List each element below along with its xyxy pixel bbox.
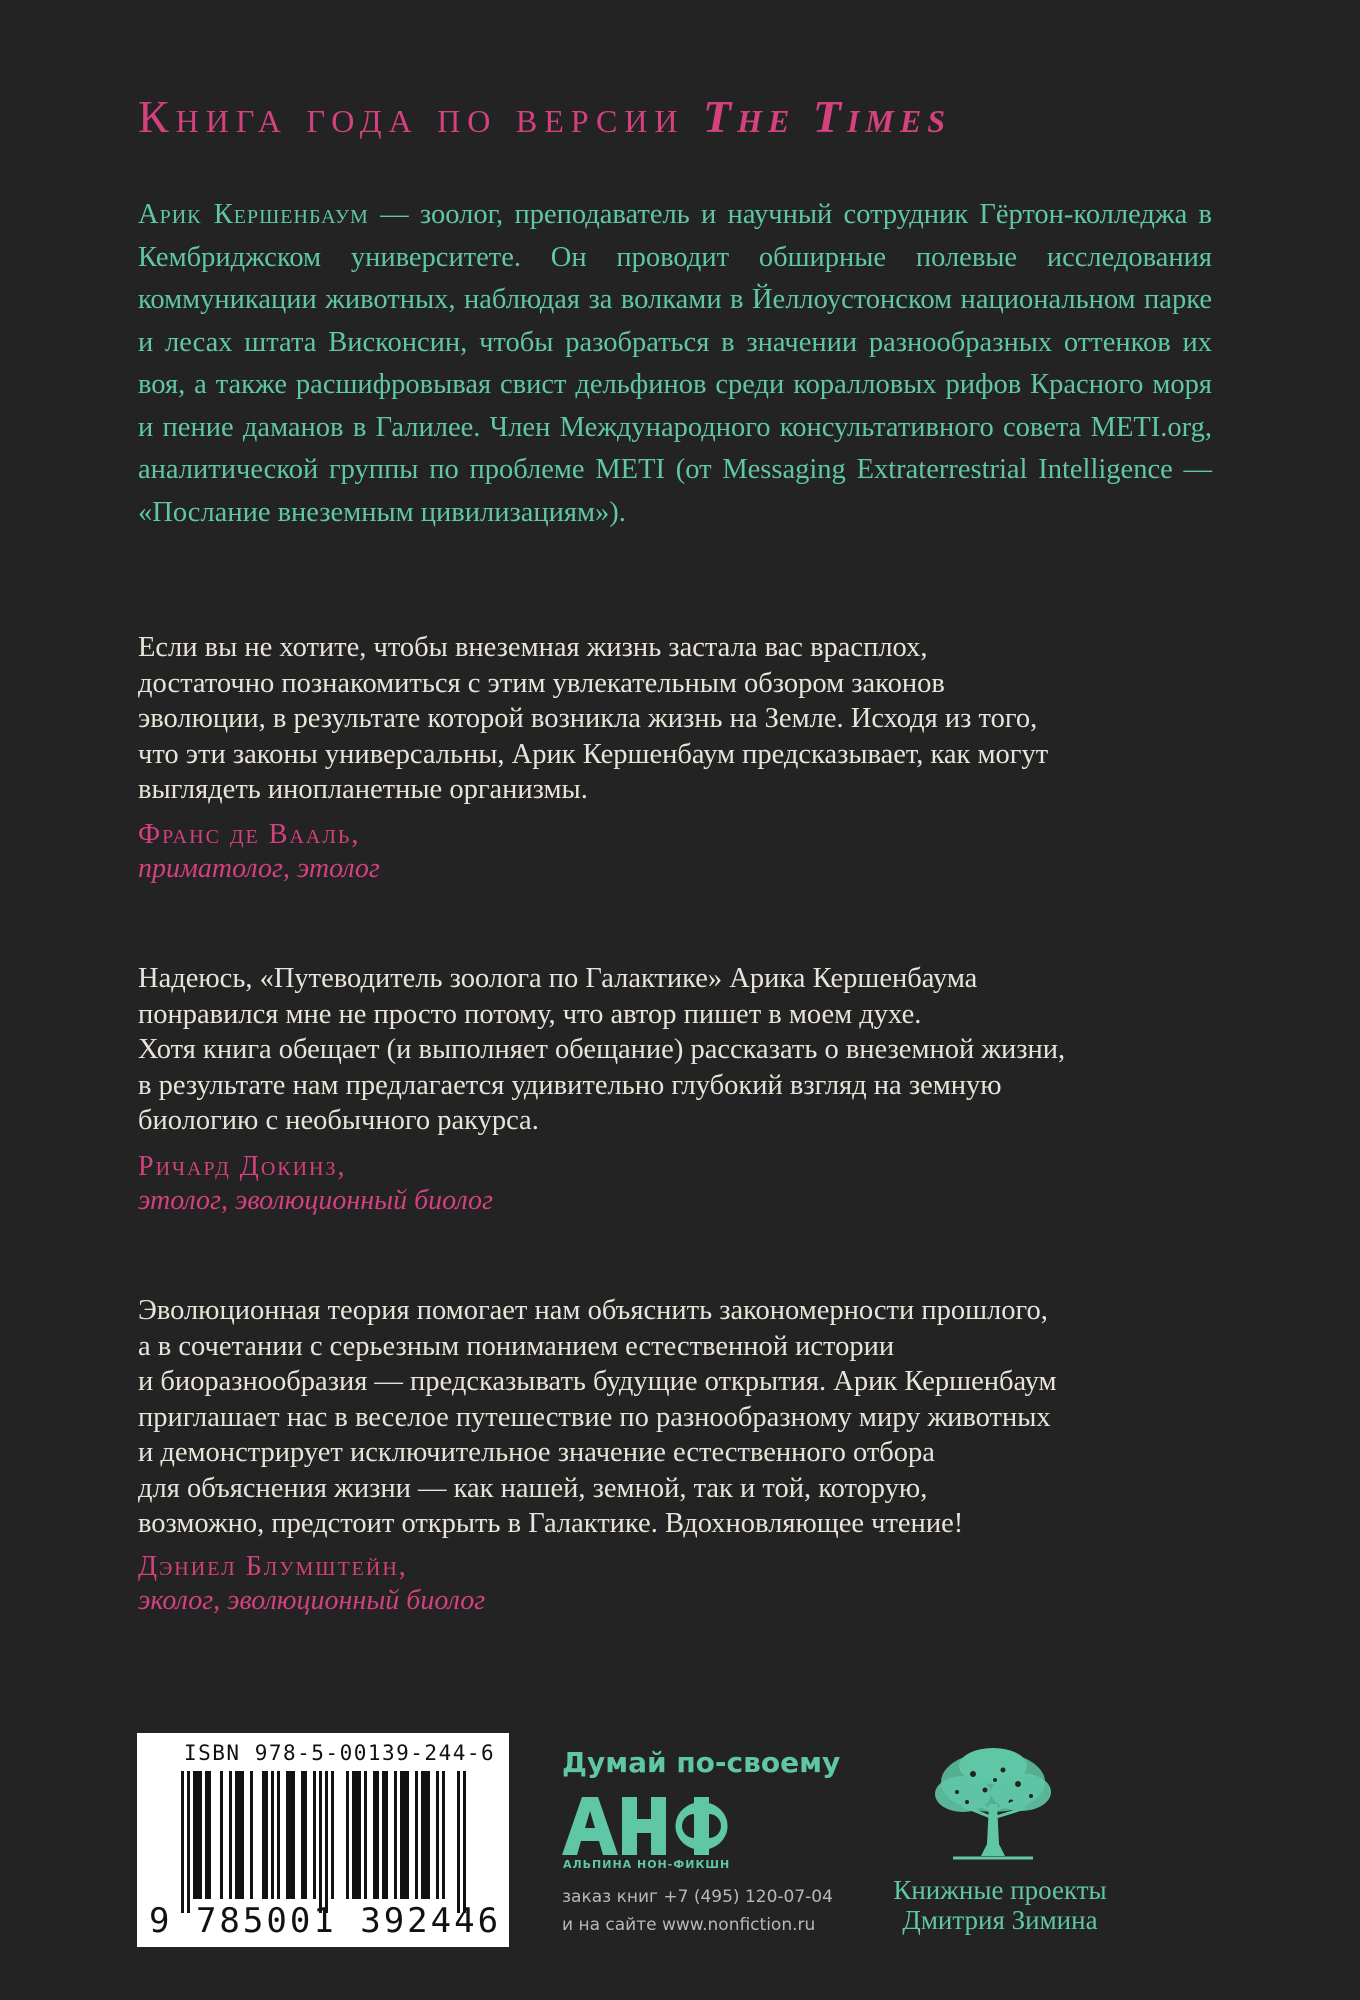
- barcode-bar: [208, 1771, 211, 1899]
- barcode-bar: [421, 1771, 424, 1899]
- quote-line: биологию с необычного ракурса.: [138, 1105, 539, 1136]
- barcode-bar: [385, 1771, 388, 1899]
- barcode-bar: [436, 1771, 439, 1899]
- quote-line: Эволюционная теория помогает нам объяснить закономерности прошлого,: [138, 1295, 1048, 1326]
- headline-the-times: The Times: [703, 91, 952, 142]
- barcode-bar: [406, 1771, 409, 1899]
- quote-author-role: приматолог, этолог: [138, 853, 380, 884]
- barcode-bar: [403, 1771, 406, 1899]
- isbn-barcode: [137, 1733, 509, 1947]
- barcode-bar: [292, 1771, 295, 1899]
- barcode-bar: [205, 1771, 208, 1899]
- barcode-bar: [325, 1771, 328, 1913]
- order-site: и на сайте www.nonfiction.ru: [562, 1915, 816, 1935]
- barcode-bar: [229, 1771, 232, 1899]
- quote-3-attribution: [138, 1550, 485, 1618]
- barcode-bar: [181, 1771, 184, 1913]
- order-phone: заказ книг +7 (495) 120-07-04: [562, 1887, 833, 1907]
- barcode-bar: [424, 1771, 427, 1899]
- quote-line: Надеюсь, «Путеводитель зоолога по Галактике» Арика Кершенбаума: [138, 963, 978, 994]
- author-bio: [138, 194, 1212, 534]
- barcode-bar: [265, 1771, 268, 1899]
- quote-line: выглядеть инопланетные организмы.: [138, 774, 588, 805]
- review-quote-2: [138, 961, 1218, 1139]
- barcode-bar: [373, 1771, 376, 1899]
- barcode-bar: [457, 1771, 460, 1913]
- quote-line: приглашает нас в веселое путешествие по разнообразному миру животных: [138, 1401, 1051, 1433]
- quote-line: Хотя книга обещает (и выполняет обещание) рассказать о внеземной жизни,: [138, 1034, 1066, 1065]
- bio-text: — зоолог, преподаватель и научный сотрудник Гёртон-колледжа в Кембриджском университете. Он проводит обширные полевые исследования коммуникации животных, наблюдая за волками в Йеллоустонском национальном парке и лесах штата Висконсин, чтобы разобраться в значении разнообразных оттенков их воя, а также расшифровывая свист дельфинов среди коралловых рифов Красного моря и пение даманов в Галилее. Член Международного консультативного совета METI.org, аналитической группы по проблеме METI (от Messaging Extraterrestrial Intelligence — «Послание внеземным цивилизациям»).: [138, 199, 1212, 528]
- quote-line: для объяснения жизни — как нашей, земной, так и той, которую,: [138, 1472, 928, 1504]
- barcode-bar: [271, 1771, 274, 1899]
- alpina-nonfiction-logo: [562, 1797, 737, 1855]
- zimin-tree-icon: [933, 1744, 1053, 1866]
- barcode-bar: [301, 1771, 304, 1899]
- quote-line: Если вы не хотите, чтобы внеземная жизнь застала вас врасплох,: [138, 632, 928, 663]
- barcode-bar: [352, 1771, 355, 1899]
- barcode-bar: [277, 1771, 280, 1899]
- barcode-bar: [364, 1771, 367, 1899]
- quote-line: а в сочетании с серьезным пониманием естественной истории: [138, 1330, 895, 1362]
- review-quote-3: [138, 1293, 1218, 1542]
- barcode-bar: [394, 1771, 397, 1899]
- quote-line: в результате нам предлагается удивительно глубокий взгляд на земную: [138, 1069, 1002, 1101]
- quote-line: эволюции, в результате которой возникла жизнь на Земле. Исходя из того,: [138, 703, 1038, 734]
- quote-line: достаточно познакомиться с этим увлекательным обзором законов: [138, 667, 945, 699]
- review-quote-1: [138, 630, 1218, 808]
- barcode-bar: [313, 1771, 316, 1899]
- barcode-bar: [220, 1771, 223, 1899]
- quote-author-name: Дэниел Блумштейн,: [138, 1551, 408, 1582]
- quote-author-name: Франс де Вааль,: [138, 819, 361, 850]
- barcode-bar: [346, 1771, 349, 1899]
- barcode-bar: [415, 1771, 418, 1899]
- barcode-bar: [187, 1771, 190, 1913]
- barcode-bar: [199, 1771, 202, 1899]
- quote-2-attribution: [138, 1150, 493, 1218]
- barcode-bar: [382, 1771, 385, 1899]
- barcode-bar: [241, 1771, 244, 1899]
- barcode-bar: [235, 1771, 238, 1899]
- barcode-bar: [319, 1771, 322, 1913]
- barcode-bar: [463, 1771, 466, 1913]
- barcode-bar: [376, 1771, 379, 1899]
- barcode-bar: [358, 1771, 361, 1899]
- barcode-bar: [286, 1771, 289, 1899]
- quote-line: что эти законы универсальны, Арик Кершенбаум предсказывает, как могут: [138, 738, 1049, 770]
- book-of-the-year-headline: [138, 90, 1213, 143]
- quote-1-attribution: [138, 818, 380, 886]
- quote-author-name: Ричард Докинз,: [138, 1151, 347, 1182]
- barcode-bar: [442, 1771, 445, 1899]
- barcode-bar: [331, 1771, 334, 1899]
- quote-author-role: эколог, эволюционный биолог: [138, 1585, 486, 1616]
- barcode-bar: [289, 1771, 292, 1899]
- headline-text: Книга года по версии: [138, 91, 704, 142]
- barcode-bar: [355, 1771, 358, 1899]
- barcode-bar: [400, 1771, 403, 1899]
- quote-line: и демонстрирует исключительное значение естественного отбора: [138, 1437, 935, 1468]
- quote-line: возможно, предстоит открыть в Галактике. Вдохновляющее чтение!: [138, 1508, 964, 1539]
- zimin-line-1: Книжные проекты: [893, 1875, 1107, 1905]
- barcode-bar: [250, 1771, 253, 1899]
- order-info: [562, 1883, 833, 1939]
- isbn-number: ISBN 978-5-00139-244-6: [184, 1741, 496, 1765]
- zimin-projects-label: [880, 1875, 1120, 1935]
- barcode-bar: [427, 1771, 430, 1899]
- quote-author-role: этолог, эволюционный биолог: [138, 1185, 493, 1216]
- publisher-slogan: Думай по-своему: [562, 1746, 841, 1779]
- bio-author-name: Арик Кершенбаум: [138, 199, 369, 230]
- barcode-bar: [193, 1771, 196, 1899]
- barcode-bar: [196, 1771, 199, 1899]
- alpina-caption: АЛЬПИНА НОН-ФИКШН: [563, 1858, 731, 1871]
- zimin-line-2: Дмитрия Зимина: [902, 1905, 1098, 1935]
- quote-line: и биоразнообразия — предсказывать будущие открытия. Арик Кершенбаум: [138, 1366, 1057, 1397]
- barcode-bar: [238, 1771, 241, 1899]
- ean-number: 9 785001 392446: [149, 1901, 502, 1941]
- quote-line: понравился мне не просто потому, что автор пишет в моем духе.: [138, 998, 922, 1030]
- barcode-bar: [262, 1771, 265, 1899]
- barcode-bar: [304, 1771, 307, 1899]
